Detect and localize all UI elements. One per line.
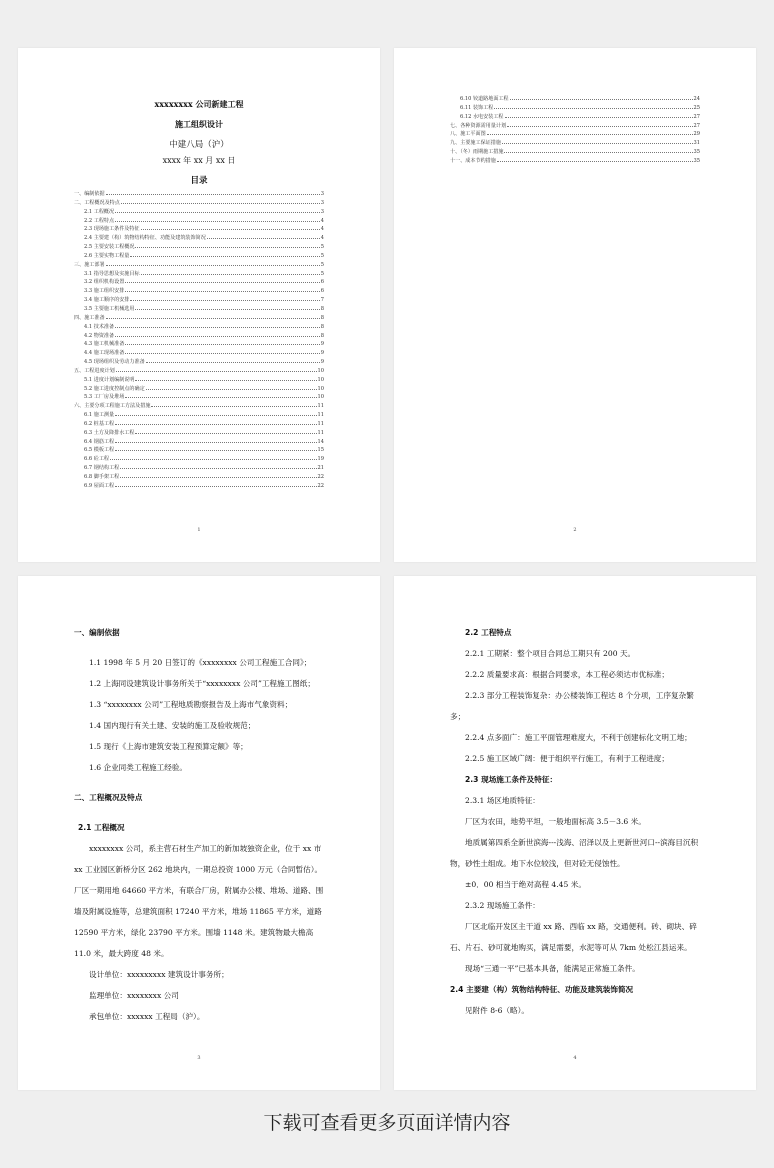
paragraph: 地质属第四系全新世滨海---浅海、沼泽以及上更新世河口--滨海目沉积物，砂性土组成。地下水位较浅，但对砼无侵蚀性。 xyxy=(450,838,699,868)
toc-entry-label: 十、（冬）雨期施工措施 xyxy=(450,149,504,156)
toc-entry[interactable] xyxy=(74,197,324,206)
toc-entry-page: 5 xyxy=(320,244,324,251)
toc-entry-label: 6.5 模板工程 xyxy=(84,447,115,454)
toc-entry-page: 5 xyxy=(320,261,324,268)
toc-entry-page: 22 xyxy=(317,482,324,489)
toc-entry-page: 8 xyxy=(320,305,324,312)
cover-title: xxxxxxxx 公司新建工程 xyxy=(154,99,244,109)
toc-leader xyxy=(115,418,316,425)
toc-entry[interactable] xyxy=(450,111,700,120)
toc-leader xyxy=(507,120,692,127)
toc-entry[interactable] xyxy=(74,303,324,312)
toc-entry-page: 10 xyxy=(317,385,324,392)
paragraph: 监理单位：xxxxxxxx 公司 xyxy=(89,991,179,1000)
toc-entry-page: 4 xyxy=(320,226,324,233)
toc-entry[interactable] xyxy=(74,453,324,462)
toc-entry-page: 6 xyxy=(320,279,324,286)
toc-entry[interactable] xyxy=(74,241,324,250)
toc-leader xyxy=(125,347,319,354)
toc-leader xyxy=(135,241,319,248)
paragraph: 设计单位：xxxxxxxxx 建筑设计事务所； xyxy=(89,970,229,979)
paragraph: 现场“三通一平”已基本具备，能满足正常施工条件。 xyxy=(465,964,640,973)
toc-entry[interactable] xyxy=(74,400,324,409)
toc-leader xyxy=(115,436,316,443)
subsection-heading: 2.2 工程特点 xyxy=(465,628,512,637)
cover-date: xxxx 年 xx 月 xx 日 xyxy=(162,156,236,165)
toc-entry-label: 5.2 施工进度控制点的确定 xyxy=(84,385,145,392)
toc-entry-page: 9 xyxy=(320,350,324,357)
toc-entry-label: 5.3 工厂房及堆场 xyxy=(84,394,125,401)
toc-entry-label: 3.3 施工组织安排 xyxy=(84,288,125,295)
toc-leader xyxy=(207,232,320,239)
toc-entry[interactable] xyxy=(74,427,324,436)
toc-entry[interactable] xyxy=(74,285,324,294)
toc-entry-page: 35 xyxy=(693,149,700,156)
toc-leader xyxy=(115,215,320,222)
toc-entry[interactable] xyxy=(450,146,700,155)
toc-entry[interactable] xyxy=(74,418,324,427)
toc-entry-page: 9 xyxy=(320,341,324,348)
toc-entry-label: 八、施工平面图 xyxy=(450,131,486,138)
toc-entry[interactable] xyxy=(450,120,700,129)
toc-entry[interactable] xyxy=(450,155,700,164)
toc-entry-page: 24 xyxy=(693,96,700,102)
toc-leader xyxy=(121,197,320,204)
toc-entry[interactable] xyxy=(74,330,324,339)
toc-entry-label: 3.4 施工顺序的安排 xyxy=(84,297,130,304)
toc-leader xyxy=(125,338,319,345)
toc-entry-page: 7 xyxy=(320,297,324,304)
toc-leader xyxy=(116,365,317,372)
toc-entry[interactable] xyxy=(74,356,324,365)
toc-entry-label: 4.5 现场组织及劳动力准备 xyxy=(84,359,145,366)
toc-entry-label: 4.4 施工现场准备 xyxy=(84,350,125,357)
toc-entry-page: 3 xyxy=(320,199,324,206)
toc-entry-label: 3.1 指导思想及实施目标 xyxy=(84,270,140,277)
toc-entry-label: 4.1 技术准备 xyxy=(84,323,115,330)
toc-leader xyxy=(135,303,319,310)
toc-entry-label: 九、主要施工保证措施 xyxy=(450,140,501,147)
paragraph: 2.2.3 部分工程装饰复杂：办公楼装饰工程达 8 个分项，工序复杂繁多； xyxy=(450,691,694,721)
toc-entry-label: 6.6 砼工程 xyxy=(84,456,110,463)
toc-entry[interactable] xyxy=(74,444,324,453)
paragraph: 1.4 国内现行有关土建、安装的施工及验收规范； xyxy=(89,721,256,730)
toc-entry[interactable] xyxy=(74,471,324,480)
toc-entry-page: 6 xyxy=(320,288,324,295)
toc-entry-label: 3.5 主要施工机械选用 xyxy=(84,305,135,312)
paragraph: 1.5 现行《上海市建筑安装工程预算定额》等； xyxy=(89,742,248,751)
toc-entry[interactable] xyxy=(74,232,324,241)
paragraph: 2.2.4 点多面广：施工平面管理难度大，不利于创建标化文明工地； xyxy=(465,733,692,742)
toc-entry[interactable] xyxy=(74,338,324,347)
toc-entry-label: 6.12 水电安装工程 xyxy=(460,113,504,120)
paragraph: 厂区北临开发区主干道 xx 路、西临 xx 路，交通便利。砖、砌块、碎石、片石、砂可就地购买，满足需要，水泥等可从 7km 处松江县运来。 xyxy=(450,922,697,952)
toc-leader xyxy=(502,137,693,144)
toc-entry[interactable] xyxy=(74,383,324,392)
toc-entry-page: 27 xyxy=(693,113,700,120)
toc-leader xyxy=(106,188,320,195)
toc-entry-page: 15 xyxy=(317,447,324,454)
paragraph: 2.2.2 质量要求高：根据合同要求，本工程必须达市优标准； xyxy=(465,670,669,679)
toc-entry[interactable] xyxy=(74,206,324,215)
toc-leader xyxy=(135,427,316,434)
toc-leader xyxy=(487,128,693,135)
toc-entry[interactable] xyxy=(74,365,324,374)
paragraph: ±0．00 相当于绝对高程 4.45 米。 xyxy=(465,880,586,889)
toc-entry[interactable] xyxy=(74,223,324,232)
toc-entry-page: 10 xyxy=(317,376,324,383)
toc-leader xyxy=(505,111,693,118)
toc-leader xyxy=(106,312,320,319)
toc-leader xyxy=(130,250,319,257)
toc-entry[interactable] xyxy=(74,374,324,383)
toc-entry-label: 6.8 脚手架工程 xyxy=(84,474,120,480)
subsection-heading: 2.3 现场施工条件及特征： xyxy=(465,775,558,784)
toc-leader xyxy=(125,285,319,292)
toc-entry-page: 8 xyxy=(320,314,324,321)
toc-leader xyxy=(115,444,316,451)
toc-entry[interactable] xyxy=(74,215,324,224)
toc-entry-label: 6.4 钢筋工程 xyxy=(84,438,115,445)
toc-entry[interactable] xyxy=(74,250,324,259)
toc-leader xyxy=(106,259,320,266)
toc-leader xyxy=(125,391,316,398)
toc-entry-page: 10 xyxy=(317,394,324,401)
toc-entry[interactable] xyxy=(74,268,324,277)
subsection-heading: 2.1 工程概况 xyxy=(78,823,125,832)
section-heading: 二、工程概况及特点 xyxy=(74,793,143,802)
paragraph: 厂区为农田，地势平坦，一般地面标高 3.5－3.6 米。 xyxy=(465,817,646,826)
subsection-heading: 2.4 主要建（构）筑物结构特征、功能及建筑装饰简况 xyxy=(450,985,634,994)
toc-leader xyxy=(115,480,316,487)
toc-entry[interactable] xyxy=(74,462,324,471)
table-of-contents-continued xyxy=(450,93,700,164)
toc-entry-page: 25 xyxy=(693,104,700,111)
toc-leader xyxy=(120,462,316,469)
paragraph: 1.6 企业同类工程施工经验。 xyxy=(89,763,188,772)
toc-entry[interactable] xyxy=(74,480,324,489)
toc-entry-label: 十一、成本节约措施 xyxy=(450,157,496,164)
toc-leader xyxy=(141,223,320,230)
paragraph: 承包单位：xxxxxx 工程局（沪）。 xyxy=(89,1012,205,1021)
toc-entry-label: 2.4 主要建（构）筑物结构特征、功能及建筑装饰简况 xyxy=(84,235,206,242)
toc-entry-page: 4 xyxy=(320,217,324,224)
toc-entry-label: 2.1 工程概况 xyxy=(84,208,115,215)
paragraph: 见附件 8-6（略）。 xyxy=(465,1006,529,1015)
toc-entry[interactable] xyxy=(74,188,324,197)
toc-entry-label: 一、编制依据 xyxy=(74,191,105,197)
toc-entry[interactable] xyxy=(74,276,324,285)
toc-entry-label: 二、工程概况及特点 xyxy=(74,199,120,206)
toc-entry-page: 35 xyxy=(693,157,700,164)
toc-entry-page: 4 xyxy=(320,235,324,242)
page-number: 4 xyxy=(573,1055,577,1061)
toc-entry-label: 2.3 现场施工条件及特征 xyxy=(84,226,140,233)
section-heading: 一、编制依据 xyxy=(74,628,120,637)
toc-entry[interactable] xyxy=(450,93,700,102)
toc-leader xyxy=(497,155,693,162)
toc-entry-page: 29 xyxy=(693,131,700,138)
toc-entry[interactable] xyxy=(74,259,324,268)
toc-entry-page: 8 xyxy=(320,332,324,339)
toc-entry[interactable] xyxy=(74,436,324,445)
toc-leader xyxy=(135,374,316,381)
page-number: 1 xyxy=(197,527,201,533)
toc-entry-label: 6.9 屋面工程 xyxy=(84,482,115,489)
document-page-2 xyxy=(394,48,756,562)
paragraph: 1.1 1998 年 5 月 20 日签订的《xxxxxxxx 公司工程施工合同》； xyxy=(89,658,312,667)
toc-entry-label: 5.1 进度计划编制说明 xyxy=(84,376,135,383)
toc-entry[interactable] xyxy=(74,347,324,356)
toc-entry-page: 3 xyxy=(320,191,324,197)
toc-leader xyxy=(151,400,316,407)
toc-entry[interactable] xyxy=(74,321,324,330)
toc-leader xyxy=(504,146,692,153)
paragraph: xxxxxxxx 公司，系主营石材生产加工的新加坡独资企业，位于 xx 市 xx 工业园区新桥分区 262 地块内，一期总投资 1000 万元（合同暂估）。厂区一期用地 64660 平方米，有联合厂房，附属办公楼、堆场、道路、围墙及附属设施等，总建筑面积 17240 平方米，堆场 11865 平方米，道路 12590 平方米，绿化 23790 平方米。围墙 1148 米。建筑物最大檐高 11.0 米，最大跨度 48 米。 xyxy=(74,844,324,958)
toc-leader xyxy=(494,102,692,109)
page-number: 2 xyxy=(573,527,577,533)
toc-entry-page: 9 xyxy=(320,359,324,366)
cover-company: 中建八局（沪） xyxy=(169,140,229,150)
toc-entry-label: 三、施工部署 xyxy=(74,261,105,268)
cover-subtitle: 施工组织设计 xyxy=(175,119,223,129)
paragraph: 2.3.1 场区地质特征： xyxy=(465,796,540,805)
toc-entry-label: 6.10 铰道路地面工程 xyxy=(460,96,509,102)
toc-entry-label: 2.2 工程特点 xyxy=(84,217,115,224)
toc-leader xyxy=(146,356,320,363)
toc-entry-label: 6.1 施工测量 xyxy=(84,412,115,419)
toc-leader xyxy=(130,294,319,301)
toc-entry-label: 四、施工准备 xyxy=(74,314,105,321)
toc-leader xyxy=(510,93,693,100)
toc-entry[interactable] xyxy=(74,312,324,321)
toc-entry-page: 22 xyxy=(317,474,324,480)
toc-entry-page: 14 xyxy=(317,438,324,445)
toc-entry-page: 3 xyxy=(320,208,324,215)
toc-entry-label: 3.2 组织机构设置 xyxy=(84,279,125,286)
toc-entry-label: 4.3 施工机械准备 xyxy=(84,341,125,348)
toc-entry[interactable] xyxy=(74,391,324,400)
toc-entry-page: 11 xyxy=(317,429,324,436)
toc-entry-label: 4.2 物资准备 xyxy=(84,332,115,339)
toc-entry-page: 11 xyxy=(317,412,324,419)
toc-leader xyxy=(141,268,320,275)
toc-entry-page: 11 xyxy=(317,403,324,410)
paragraph: 2.2.1 工期紧：整个项目合同总工期只有 200 天。 xyxy=(465,649,636,658)
toc-entry[interactable] xyxy=(74,409,324,418)
toc-leader xyxy=(110,453,317,460)
page-body xyxy=(450,622,700,1021)
toc-leader xyxy=(146,383,317,390)
page-number: 3 xyxy=(197,1055,201,1061)
toc-leader xyxy=(115,409,316,416)
toc-entry-label: 2.6 主要实物工程量 xyxy=(84,252,130,259)
toc-entry-page: 5 xyxy=(320,252,324,259)
paragraph: 2.3.2 现场施工条件： xyxy=(465,901,540,910)
toc-entry-label: 6.2 桩基工程 xyxy=(84,420,115,427)
toc-leader xyxy=(125,276,319,283)
toc-entry-page: 10 xyxy=(317,367,324,374)
toc-entry[interactable] xyxy=(74,294,324,303)
toc-entry-page: 5 xyxy=(320,270,324,277)
toc-entry-page: 27 xyxy=(693,122,700,129)
toc-entry-page: 31 xyxy=(693,140,700,147)
toc-leader xyxy=(115,321,320,328)
toc-entry[interactable] xyxy=(450,137,700,146)
toc-leader xyxy=(115,330,320,337)
paragraph: 1.2 上海同设建筑设计事务所关于“xxxxxxxx 公司”工程施工图纸； xyxy=(89,679,315,688)
toc-entry-page: 11 xyxy=(317,420,324,427)
paragraph: 2.2.5 施工区域广阔：便于组织平行施工，有利于工程进度； xyxy=(465,754,669,763)
toc-entry-label: 七、各种资源需用量计划 xyxy=(450,122,507,129)
toc-entry-page: 19 xyxy=(317,456,324,463)
table-of-contents xyxy=(74,188,324,489)
toc-entry-label: 6.3 土方及降排水工程 xyxy=(84,429,135,436)
page-body xyxy=(74,622,324,1027)
toc-heading: 目录 xyxy=(190,176,208,186)
document-page-3 xyxy=(18,576,380,1090)
toc-entry-label: 六、主要分项工程施工方法及措施 xyxy=(74,403,151,410)
toc-leader xyxy=(115,206,320,213)
document-page-1 xyxy=(18,48,380,562)
toc-entry[interactable] xyxy=(450,102,700,111)
document-page-4 xyxy=(394,576,756,1090)
toc-entry-label: 2.5 主要安装工程概况 xyxy=(84,244,135,251)
paragraph: 1.3 “xxxxxxxx 公司”工程地质勘察报告及上海市气象资料； xyxy=(89,700,293,709)
toc-entry[interactable] xyxy=(450,128,700,137)
toc-entry-page: 21 xyxy=(317,465,324,472)
toc-leader xyxy=(120,471,316,478)
toc-entry-label: 五、工程进度计划 xyxy=(74,367,115,374)
toc-entry-page: 8 xyxy=(320,323,324,330)
toc-entry-label: 6.11 装饰工程 xyxy=(460,104,494,111)
download-caption[interactable]: 下载可查看更多页面详情内容 xyxy=(263,1112,511,1134)
toc-entry-label: 6.7 钢结构工程 xyxy=(84,465,120,472)
